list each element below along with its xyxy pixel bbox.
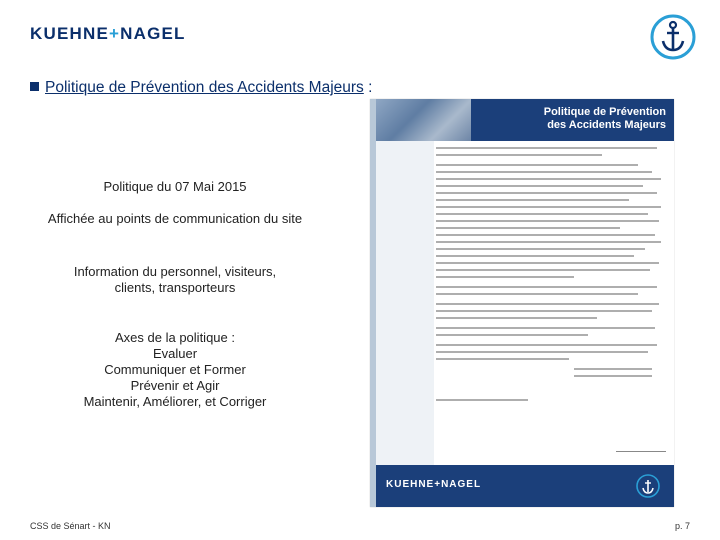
axis-item: Maintenir, Améliorer, et Corriger (83, 394, 267, 409)
policy-poster-image (370, 99, 674, 507)
logo-text-left: KUEHNE (30, 24, 109, 43)
policy-date: Politique du 07 Mai 2015 (103, 179, 247, 194)
poster-body-text (436, 147, 666, 406)
page-title (30, 79, 372, 97)
logo-text-right: NAGEL (120, 24, 186, 43)
poster-footer-brand: KUEHNE+NAGEL (386, 479, 482, 490)
poster-photo (376, 99, 471, 141)
kuehne-nagel-logo (30, 24, 186, 44)
poster-side-panel (376, 141, 434, 465)
poster-title-line-1: Politique de Prévention (543, 106, 666, 118)
poster-footer (376, 465, 674, 507)
anchor-logo-icon (650, 14, 696, 60)
page-number: p. 7 (674, 521, 690, 531)
axis-item: Prévenir et Agir (130, 378, 220, 393)
logo-plus: + (109, 24, 121, 43)
square-bullet-icon (30, 82, 39, 91)
footer-source: CSS de Sénart - KN (30, 521, 111, 531)
title-suffix: : (363, 79, 373, 96)
poster-signature (616, 437, 666, 452)
poster-title-line-2: des Accidents Majeurs (547, 119, 666, 131)
poster-title (544, 106, 666, 132)
poster-header (376, 99, 674, 141)
axis-item: Evaluer (152, 346, 198, 361)
axis-item: Communiquer et Former (104, 362, 246, 377)
info-line-2: clients, transporteurs (114, 280, 236, 295)
info-line-1: Information du personnel, visiteurs, (73, 264, 277, 279)
display-info: Affichée au points de communication du site (47, 211, 303, 226)
axes-title: Axes de la politique : (115, 330, 235, 345)
poster-anchor-icon (636, 474, 660, 498)
title-text: Politique de Prévention des Accidents Majeurs (45, 79, 364, 96)
